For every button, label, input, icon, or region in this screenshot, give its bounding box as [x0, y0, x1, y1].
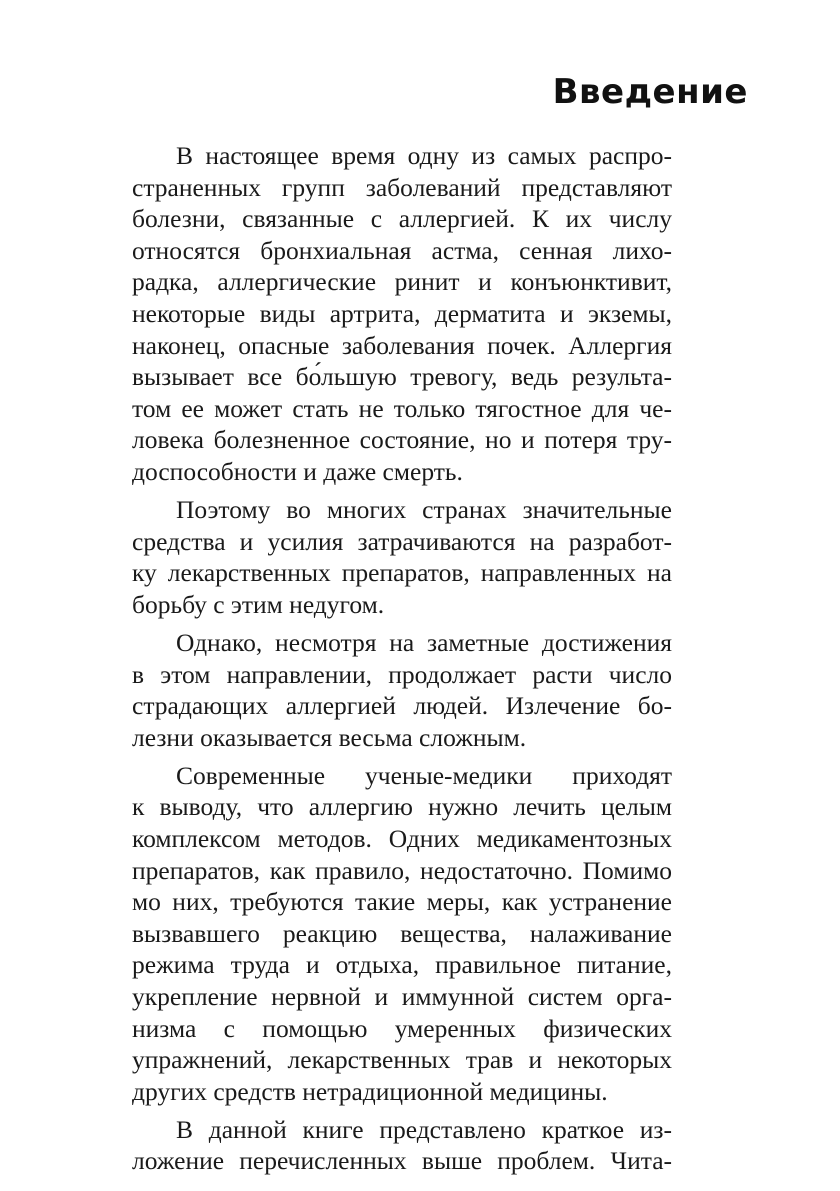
body-text — [132, 140, 672, 1184]
text-line: Однако, несмотря на заметные достижения — [176, 627, 672, 657]
text-line: низма с помощью умеренных физических — [132, 1013, 672, 1043]
text-line: страненных групп заболеваний представляют — [132, 172, 672, 202]
text-line: лезни оказывается весьма сложным. — [132, 722, 527, 752]
paragraph-3 — [132, 627, 672, 753]
paragraph-4 — [132, 760, 672, 1108]
text-line: ку лекарственных препаратов, направленных на — [132, 558, 672, 588]
text-line: радка, аллергические ринит и конъюнктивит, — [132, 267, 672, 297]
text-line: некоторые виды артрита, дерматита и экземы, — [132, 298, 672, 328]
text-line: В данной книге представлено краткое из- — [176, 1114, 672, 1144]
text-line: к выводу, что аллергию нужно лечить целым — [132, 792, 672, 822]
text-line: в этом направлении, продолжает расти число — [132, 659, 672, 689]
text-line: борьбу с этим недугом. — [132, 589, 385, 619]
text-line: средства и усилия затрачиваются на разработ- — [132, 526, 672, 556]
text-line: укрепление нервной и иммунной систем орга- — [132, 981, 672, 1011]
text-line: комплексом методов. Одних медикаментозных — [132, 823, 672, 853]
text-line: упражнений, лекарственных трав и некоторых — [132, 1045, 672, 1075]
text-line: относятся бронхиальная астма, сенная лихо- — [132, 235, 672, 265]
text-line: наконец, опасные заболевания почек. Аллергия — [132, 330, 672, 360]
paragraph-1 — [132, 140, 672, 488]
text-line: вызвавшего реакцию вещества, налаживание — [132, 918, 672, 948]
text-line: страдающих аллергией людей. Излечение бо- — [132, 691, 672, 721]
chapter-title: Введение — [552, 72, 748, 112]
text-line: том ее может стать не только тягостное для че- — [132, 393, 672, 423]
text-line: Современные ученые-медики приходят — [176, 760, 672, 790]
text-line: других средств нетрадиционной медицины. — [132, 1076, 608, 1106]
text-line: В настоящее время одну из самых распро- — [176, 141, 672, 170]
text-line: ложение перечисленных выше проблем. Чита- — [132, 1146, 672, 1176]
text-line: мо них, требуются такие меры, как устранение — [132, 887, 672, 917]
paragraph-2 — [132, 494, 672, 620]
text-line: болезни, связанные с аллергией. К их числу — [132, 204, 672, 234]
text-line: Поэтому во многих странах значительные — [176, 495, 672, 525]
text-line: ловека болезненное состояние, но и потеря тру- — [132, 425, 672, 455]
text-line: препаратов, как правило, недостаточно. Помимо — [132, 855, 672, 885]
text-line: режима труда и отдыха, правильное питание, — [132, 950, 672, 980]
text-line: доспособности и даже смерть. — [132, 456, 463, 486]
paragraph-5 — [132, 1114, 672, 1177]
text-line: вызывает все бо́льшую тревогу, ведь результа- — [132, 362, 672, 392]
